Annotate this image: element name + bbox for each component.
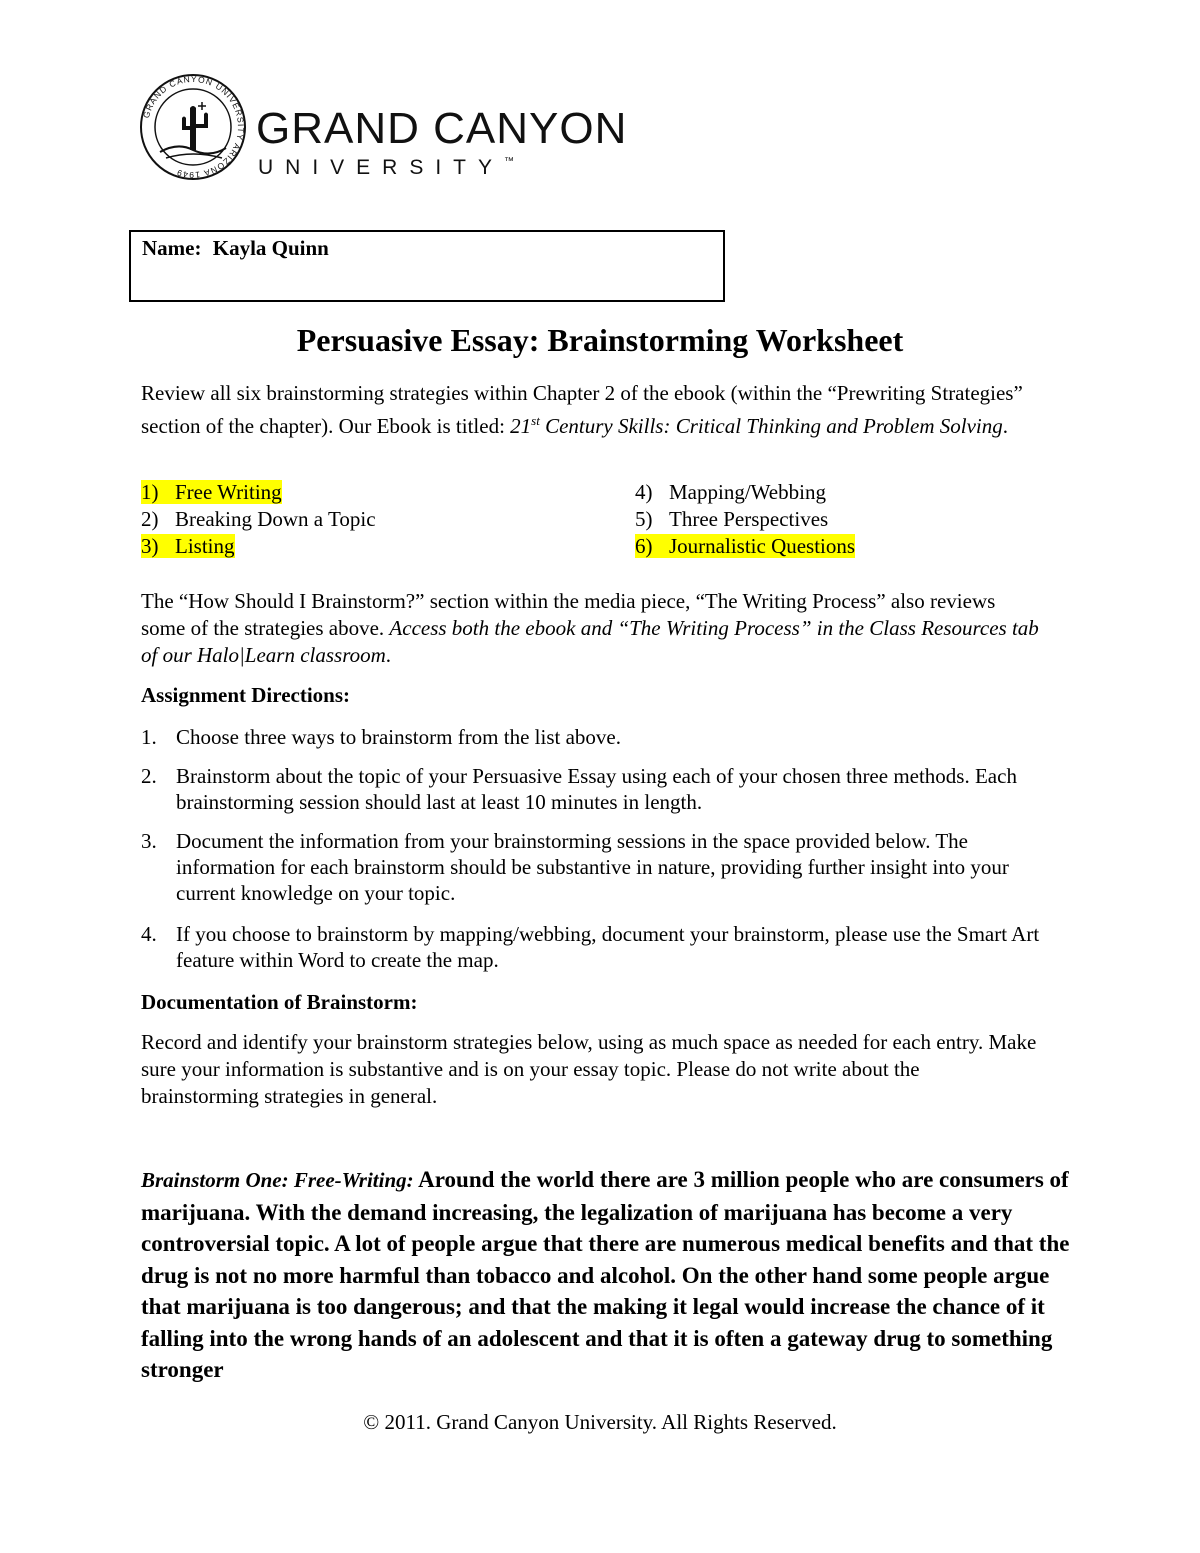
university-logo [138, 72, 628, 182]
direction-item: 4. If you choose to brainstorm by mapping/webbing, document your brainstorm, please use the Smart Art feature within Word to create the map. [141, 922, 1040, 972]
assignment-heading: Assignment Directions: [141, 683, 351, 707]
strategy-item: 3) Listing [141, 534, 235, 558]
logo-wordmark-top: GRAND CANYON [256, 104, 628, 153]
intro-paragraph: Review all six brainstorming strategies within Chapter 2 of the ebook (within the “Prewriting Strategies” section of the chapter). Our Ebook is titled: 21st Century Skills: Critical Thinking and Problem Solving. [141, 381, 1023, 438]
media-paragraph: The “How Should I Brainstorm?” section within the media piece, “The Writing Process” also reviews some of the strategies above. Access both the ebook and “The Writing Process” in the Class Resources tab of our Halo|Learn classroom. [141, 589, 1039, 667]
name-label: Name: [142, 236, 202, 260]
university-seal-icon [138, 72, 248, 182]
brainstorm-one-text: Around the world there are 3 million people who are consumers of marijuana. With the demand increasing, the legalization of marijuana has become a very controversial topic. A lot of people argue that there are numerous medical benefits and that the drug is not no more harmful than tobacco and alcohol. On the other hand some people argue that marijuana is too dangerous; and that the making it legal would increase the chance of it falling into the wrong hands of an adolescent and that it is often a gateway drug to something stronger [141, 1167, 1070, 1382]
brainstorm-one-entry [141, 1164, 1071, 1386]
name-value: Kayla Quinn [212, 236, 329, 260]
page-title: Persuasive Essay: Brainstorming Worksheet [296, 322, 904, 358]
brainstorm-one-label: Brainstorm One: Free-Writing: [141, 1168, 414, 1192]
direction-item: 1. Choose three ways to brainstorm from the list above. [141, 725, 621, 749]
logo-wordmark-bottom: UNIVERSITY™ [258, 156, 515, 179]
strategy-item: 5) Three Perspectives [635, 507, 829, 531]
direction-item: 2. Brainstorm about the topic of your Persuasive Essay using each of your chosen three methods. Each brainstorming session should last at least 10 minutes in length. [141, 764, 1017, 814]
documentation-paragraph: Record and identify your brainstorm strategies below, using as much space as needed for each entry. Make sure your information is substantive and is on your essay topic. Please do not write about the brainstorming strategies in general. [141, 1030, 1037, 1108]
strategy-item: 1) Free Writing [141, 480, 282, 504]
copyright-footer: © 2011. Grand Canyon University. All Rights Reserved. [363, 1410, 837, 1434]
seal-text: GRAND CANYON UNIVERSITY ARIZONA 1949 [140, 73, 247, 181]
direction-item: 3. Document the information from your brainstorming sessions in the space provided below. The information for each brainstorm should be substantive in nature, providing further insight into your current knowledge on your topic. [141, 829, 1009, 905]
documentation-heading: Documentation of Brainstorm: [141, 990, 418, 1014]
trademark-symbol: ™ [504, 156, 515, 167]
strategy-item: 6) Journalistic Questions [635, 534, 856, 558]
strategy-item: 2) Breaking Down a Topic [141, 507, 376, 531]
name-line [142, 236, 329, 261]
strategy-item: 4) Mapping/Webbing [635, 480, 826, 504]
name-field-box [129, 230, 725, 302]
